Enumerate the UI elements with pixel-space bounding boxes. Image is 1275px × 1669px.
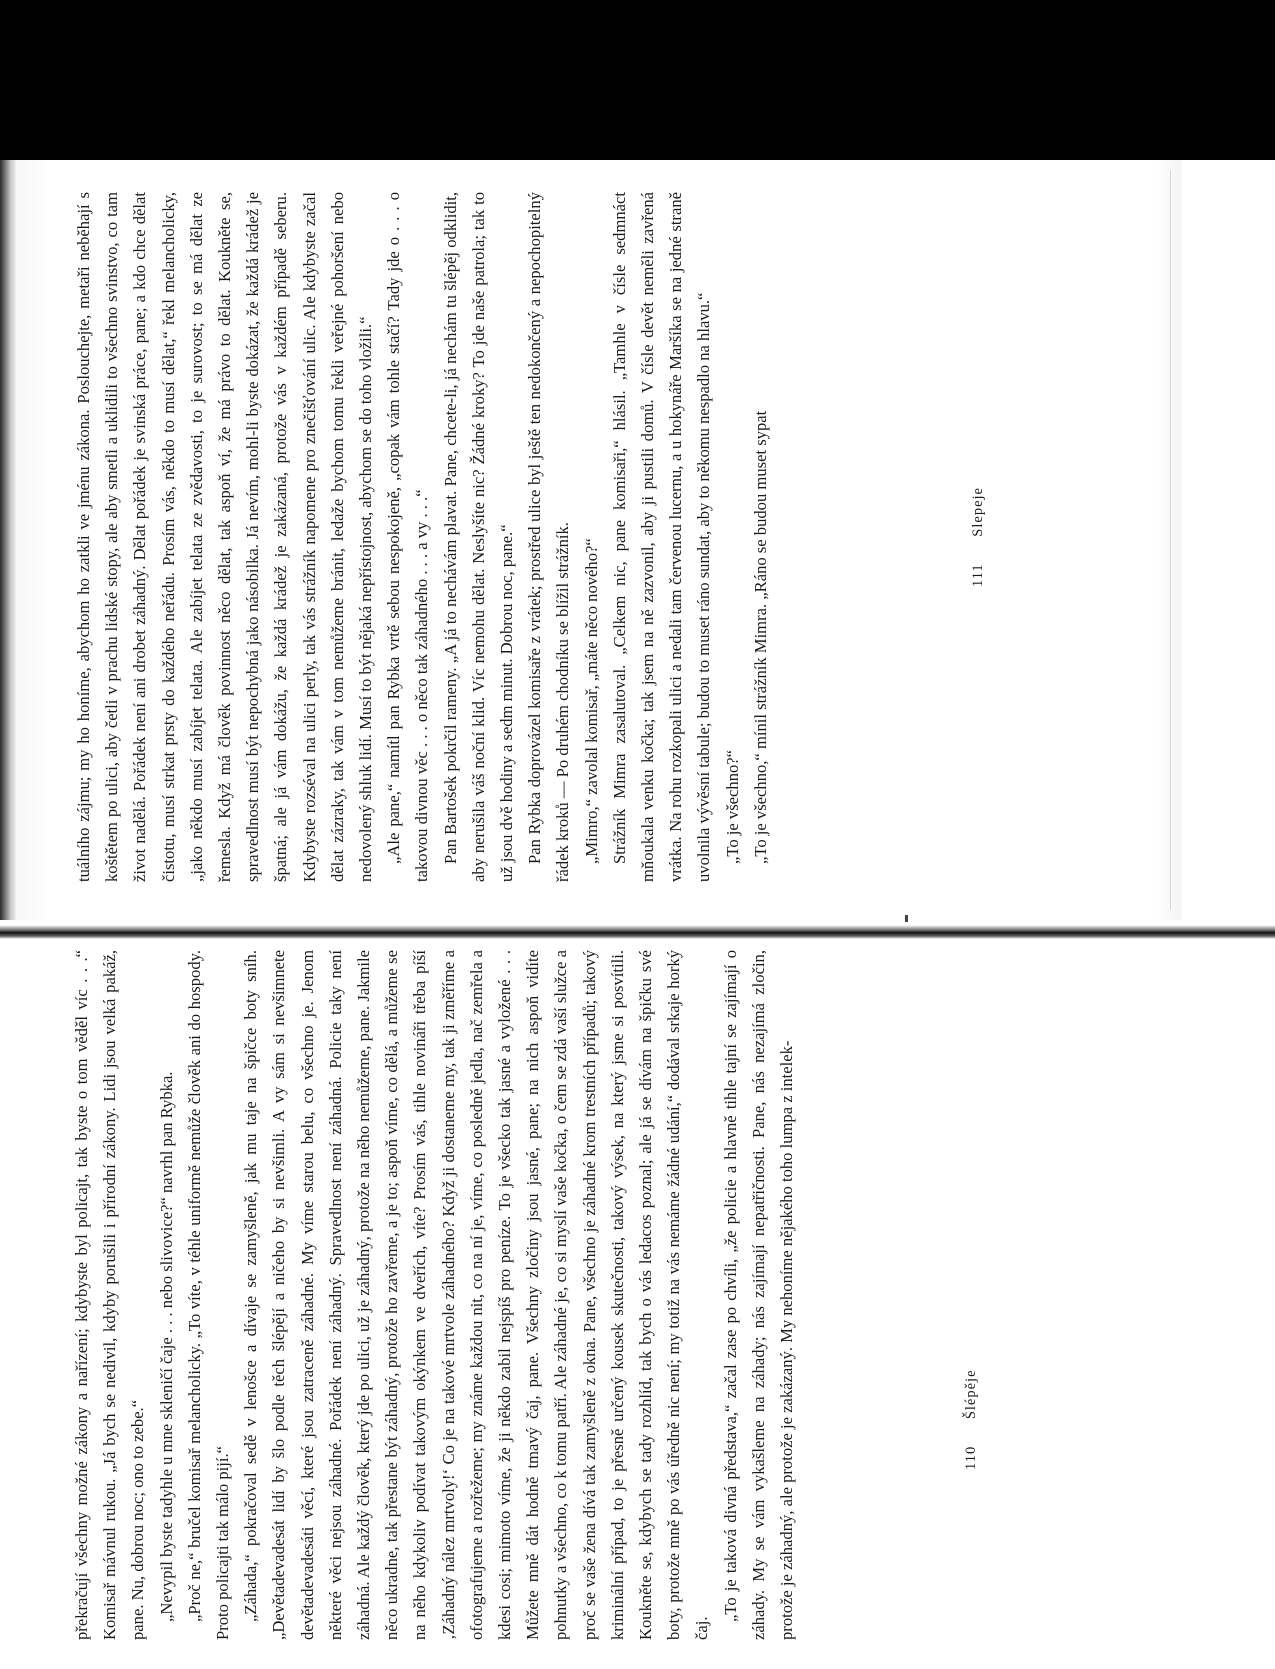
paragraph: „Nevypil byste tadyhle u mne skleničí čaje . . . nebo slivovice?“ navrhl pan Rybka. [156, 1071, 176, 1622]
running-footer [970, 192, 987, 882]
paragraph: překračují všechny možné zákony a nařízení; kdybyste byl policajt, tak byste o tom věděl víc . . .“ Komisař mávnul rukou. „Já bych se nedivil, kdyby porušili i přírodní zákony. Lidi jsou velká pakáž, pane. Nu, dobrou noc; ono to zebe.“ [72, 950, 148, 1640]
running-footer [963, 950, 980, 1640]
page-number: 111 [970, 563, 986, 587]
paragraph: „To je taková divná představa,“ začal zase po chvíli, „že policie a hlavně tihle tajní se zajímají o záhady. My se vám vykašleme na záhady; nás zajímají nepatřičnosti. Pane, nás nezajímá zločin, protože je záhadný, ale protože je zakázaný. My nehoníme nějakého toho lumpa z intelek- [720, 950, 797, 1640]
page-111-text [70, 192, 775, 882]
scan-dark-border [0, 0, 1275, 160]
paragraph: „Proč ne,“ bručel komisař melancholicky. „To víte, v téhle uniformě nemůže člověk ani do hospody. Proto policajti tak málo pijí.“ [184, 950, 233, 1640]
paragraph: Pan Bartošek pokrčil rameny. „A já to nechávám plavat. Pane, chcete-li, já nechám tu šlépěj odklidit, aby nerušila váš noční klid. Víc nemohu dělat. Neslyšíte nic? Žádné kroky? To jde naše patrola; tak to už jsou dvě hodiny a sedm minut. Dobrou noc, pane.“ [440, 192, 517, 882]
running-title: Šlépěje [963, 1369, 979, 1420]
page-number: 110 [963, 1445, 979, 1470]
paragraph: „Mimro,“ zavolal komisař, „máte něco nového?“ [581, 538, 601, 864]
page-110 [68, 950, 1068, 1640]
page-111 [70, 192, 1070, 882]
paragraph: „Záhada,“ pokračoval sedě v lenošce a dívaje se zamyšleně, jak mu taje na špičce boty sníh. „Devětadevadesát lidí by šlo podle těch šlépějí a ničeho by si nevšimli. A vy sám si nevšimnete devětadevadesáti věcí, které jsou zatraceně záhadné. My víme starou belu, co všechno je. Jenom některé věci nejsou záhadné. Pořádek není záhadný. Spravedlnost není záhadná. Policie taky není záhadná. Ale každý člověk, který jde po ulici, už je záhadný, protože na něho nemůžeme, pane. Jakmile něco ukradne, tak přestane být záhadný, protože ho zavřeme, a je to; aspoň víme, co dělá, a můžeme se na něho kdykoliv podívat takovým okýnkem ve dveřích, víte? Prosím vás, tihle novináři třeba píší ‚Záhadný nález mrtvoly!‘ Co je na takové mrtvole záhadného? Když ji dostaneme my, tak ji změříme a ofotografujeme a rozřežeme; my známe každou nit, co na ní je, víme, co posledně jedla, nač zemřela a kdesi cosi; mimoto víme, že ji někdo zabil nejspíš pro peníze. To je všecko tak jasné a vyložené . . . Můžete mně dát hodně tmavý čaj, pane. Všechny zločiny jsou jasné, pane; na nich aspoň vidíte pohnutky a všechno, co k tomu patří. Ale záhadné je, co si myslí vaše kočka, o čem se zdá vaší služce a proč se vaše žena dívá tak zamyšleně z okna. Pane, všechno je záhadné krom trestních případů; takový kriminální případ, to je přesně určený kousek skutečnosti, takový výsek, na který jsme si posvítili. Koukněte se, kdybych se tady rozhlíd, tak bych o vás ledacos poznal; ale já se dívám na špičku své boty, protože mně po vás úředně nic není; my totiž na vás nemáme žádné udání,“ dodával srkaje horký čaj. [241, 950, 712, 1640]
running-title: Slepeje [970, 487, 986, 537]
paragraph: Pan Rybka doprovázel komisaře z vrátek; prostřed ulice byl ještě ten nedokončený a nepochopitelný řádek kroků — Po druhém chodníku se blížil strážník. [525, 192, 573, 882]
scan-speck [905, 915, 908, 922]
page-margin [1157, 160, 1275, 920]
page-110-text [68, 950, 801, 1640]
paragraph: tuálního zájmu; my ho honíme, abychom ho zatkli ve jménu zákona. Poslouchejte, metaři neběhají s koštětem po ulici, aby četli v prachu lidské stopy, ale aby smetli a uklidili to všechno svinstvo, co tam život nadělá. Pořádek není ani drobet záhadný. Dělat pořádek je svinská práce, pane; a kdo chce dělat čistotu, musí strkat prsty do každého neřádu. Prosím vás, někdo to musí dělat,“ řekl melancholicky, „jako někdo musí zabíjet telata. Ale zabíjet telata ze zvědavosti, to je surovost; to se má dělat ze řemesla. Když má člověk povinnost něco dělat, tak aspoň ví, že má právo to dělat. Koukněte se, spravedlnost musí být nepochybná jako násobilka. Já nevím, mohl-li byste dokázat, že každá krádež je špatná; ale já vám dokážu, že každá krádež je zakázaná, protože vás v každém případě seberu. Kdybyste rozséval na ulici perly, tak vás strážník napomene pro znečišťování ulic. Ale kdybyste začal dělat zázraky, tak vám v tom nemůžeme bránit, ledaže bychom tomu řekli veřejné pohoršení nebo nedovolený shluk lidí. Musí to být nějaká nepřístojnost, abychom se do toho vložili.“ [74, 192, 376, 882]
book-spine-gutter [0, 925, 1275, 939]
page-edge-line [1170, 170, 1171, 910]
page-edge-shadow [0, 160, 18, 920]
paragraph: „To je všechno?“ [722, 749, 742, 864]
paragraph: Strážník Mimra zasalutoval. „Celkem nic, pane komisaři,“ hlásil. „Tamhle v čísle sedmnáct mňoukala venku kočka; tak jsem na ně zazvonil, aby ji pustili domů. V čísle devět neměli zavřená vrátka. Na rohu rozkopali ulici a nedali tam červenou lucernu, a u hokynáře Maršíka se na jedné straně uvolnila vývěsní tabule; budou to muset ráno sundat, aby to někomu nespadlo na hlavu.“ [609, 192, 714, 882]
paragraph: „To je všechno,“ mínil strážník Mimra. „Ráno se budou muset sypat [750, 410, 770, 864]
paragraph: „Ale pane,“ namítl pan Rybka vrtě sebou nespokojeně, „copak vám tohle stačí? Tady jde o . . . o takovou divnou věc . . . o něco tak záhadného . . . a vy . . .“ [384, 192, 432, 882]
